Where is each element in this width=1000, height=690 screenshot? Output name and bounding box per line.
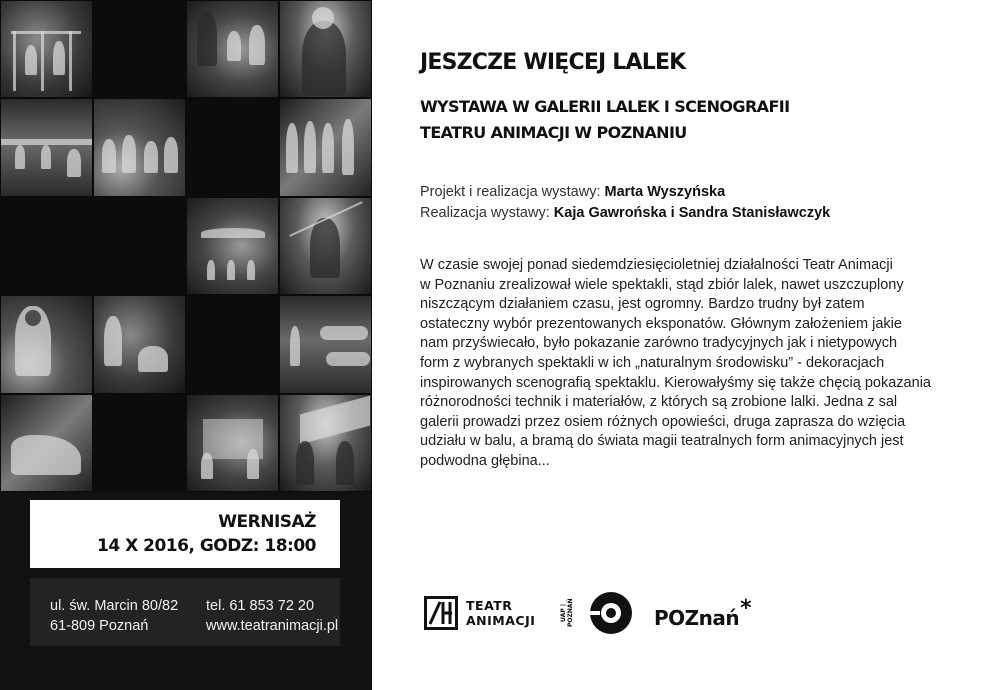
- uap-text: UAP | POZNAŃ: [560, 598, 574, 628]
- puppet-photo: [0, 98, 93, 196]
- poznan-star-icon: *: [740, 596, 752, 621]
- puppet-photo: [93, 98, 186, 196]
- grid-blank: [0, 197, 93, 295]
- photo-grid: [0, 0, 372, 492]
- realization-label: Realizacja wystawy:: [420, 205, 550, 221]
- description-line: różnorodności technik i materiałów, z których są zrobione lalki. Jedna z sal: [420, 394, 898, 411]
- puppet-photo: [93, 295, 186, 393]
- grid-blank: [93, 0, 186, 98]
- credits: [420, 182, 830, 224]
- grid-blank: [186, 295, 279, 393]
- poznan-wordmark: POZnań: [654, 606, 740, 630]
- description-line: W czasie swojej ponad siedemdziesięcioletniej działalności Teatr Animacji: [420, 257, 893, 273]
- teatr-animacji-wordmark: [466, 598, 535, 628]
- website-link[interactable]: www.teatranimacji.pl: [206, 618, 339, 634]
- puppet-photo: [279, 98, 372, 196]
- puppet-photo: [0, 0, 93, 98]
- description-line: w Poznaniu zrealizował wiele spektakli, stąd zbiór lalek, nawet uszczuplony: [420, 276, 904, 293]
- teatr-animacji-logo: [424, 596, 535, 630]
- project-name: Marta Wyszyńska: [604, 184, 726, 200]
- description-line: form z wybranych spektakli w ich „naturalnym środowisku” - dekoracjach: [420, 354, 885, 371]
- puppet-photo: [186, 197, 279, 295]
- grid-blank: [93, 197, 186, 295]
- project-label: Projekt i realizacja wystawy:: [420, 184, 601, 200]
- wordmark-line: ANIMACJI: [466, 613, 536, 628]
- wordmark-line: TEATR: [466, 598, 513, 613]
- description-line: udziału w balu, a bramą do świata magii teatralnych form animacyjnych jest: [420, 433, 904, 450]
- exhibition-title: JESZCZE WIĘCEJ LALEK: [420, 50, 686, 75]
- puppet-photo: [279, 394, 372, 492]
- description-line: galerii prowadzi przez osiem różnych opowieści, druga zaprasza do wzięcia: [420, 413, 906, 430]
- description-line: podwodna głębina...: [420, 452, 550, 469]
- address-line-2: 61-809 Poznań: [50, 618, 149, 634]
- opening-label: WERNISAŻ: [218, 512, 316, 532]
- subtitle-line: WYSTAWA W GALERII LALEK I SCENOGRAFII: [420, 97, 790, 116]
- puppet-photo: [186, 394, 279, 492]
- poznan-logo: [654, 596, 752, 631]
- puppet-photo: [0, 394, 93, 492]
- puppet-photo: [279, 0, 372, 98]
- description-line: inspirowanych scenografią spektaklu. Kierowałyśmy się także chęcią pokazania: [420, 374, 931, 391]
- description-line: nam przyświecało, było pokazanie zarówno tradycyjnych jak i nietypowych: [420, 335, 898, 352]
- opening-datetime: 14 X 2016, GODZ: 18:00: [97, 536, 316, 556]
- puppet-photo: [186, 0, 279, 98]
- grid-blank: [93, 394, 186, 492]
- phone: tel. 61 853 72 20: [206, 598, 315, 614]
- teatr-animacji-mark-icon: [424, 596, 458, 630]
- exhibition-description: [420, 256, 950, 472]
- uap-eye-icon: [588, 590, 634, 636]
- puppet-photo: [279, 197, 372, 295]
- exhibition-subtitle: [420, 94, 790, 146]
- left-panel: [0, 0, 372, 690]
- address-line-1: ul. św. Marcin 80/82: [50, 598, 179, 614]
- description-line: ostateczny wybór prezentowanych eksponatów. Głównym założeniem jakie: [420, 315, 902, 332]
- opening-box: [30, 500, 340, 568]
- puppet-photo: [279, 295, 372, 393]
- uap-logo: [560, 590, 634, 636]
- contact-box: [30, 578, 340, 646]
- realization-names: Kaja Gawrońska i Sandra Stanisławczyk: [553, 205, 831, 221]
- grid-blank: [186, 98, 279, 196]
- puppet-photo: [0, 295, 93, 393]
- description-line: niszczącym działaniem czasu, jest ogromny. Bardzo trudny był zatem: [420, 296, 865, 313]
- subtitle-line: TEATRU ANIMACJI W POZNANIU: [420, 123, 687, 142]
